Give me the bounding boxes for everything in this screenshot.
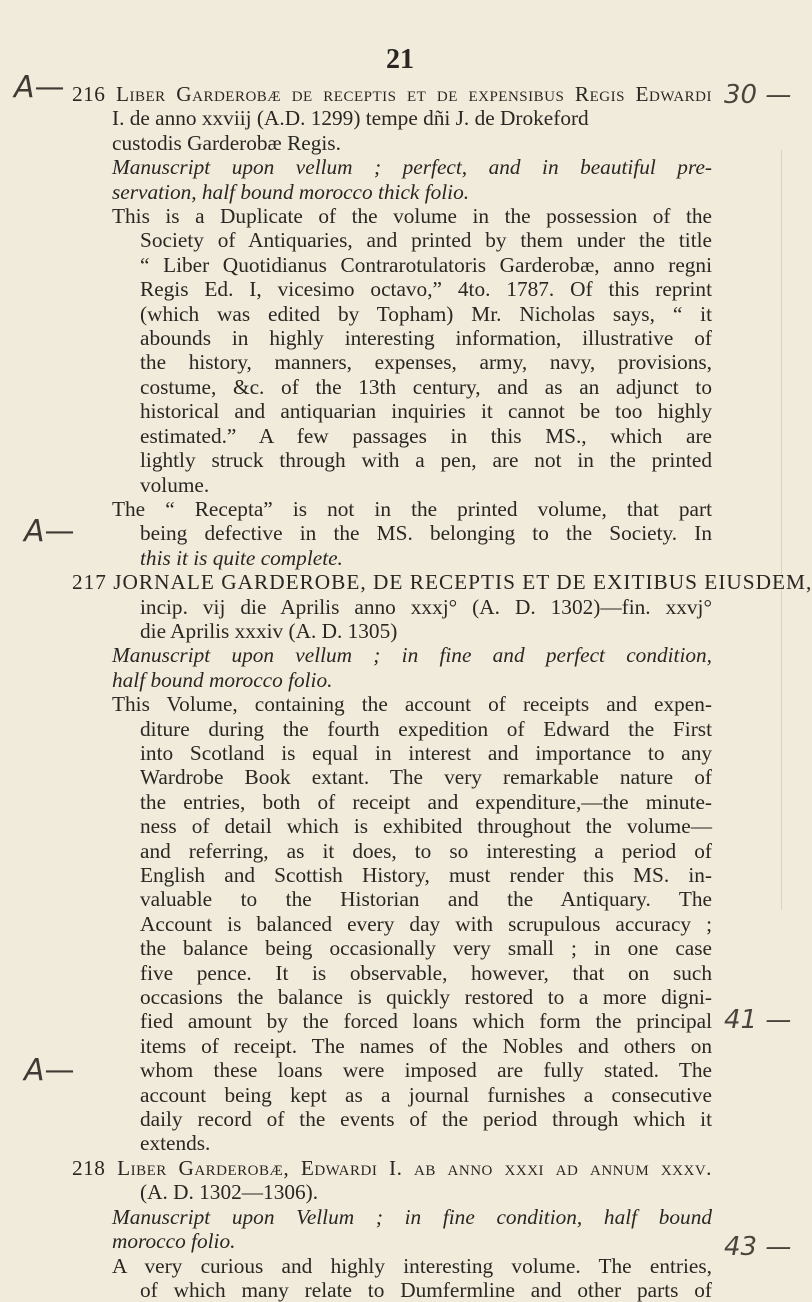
margin-price-218: 43 — xyxy=(724,1232,792,1262)
text-line: Wardrobe Book extant. The very remarkable nature of xyxy=(140,765,712,790)
text-line: valuable to the Historian and the Antiquary. The xyxy=(140,887,712,912)
text-line: lightly struck through with a pen, are not in the printed xyxy=(140,448,712,473)
text-line: abounds in highly interesting information, illustrative of xyxy=(140,326,712,351)
lot-218 xyxy=(72,1156,712,1302)
text-line: die Aprilis xxxiv (A. D. 1305) xyxy=(140,618,398,643)
margin-mark-a-216: A— xyxy=(14,70,65,105)
text-line: the balance being occasionally very small ; in one case xyxy=(140,936,712,961)
text-line: account being kept as a journal furnishes a consecutive xyxy=(140,1082,712,1107)
text-line: (which was edited by Topham) Mr. Nicholas says, “ it xyxy=(140,301,712,326)
text-line: historical and antiquarian inquiries it cannot be too highly xyxy=(140,399,712,424)
page-number: 21 xyxy=(386,44,414,75)
text-line: volume. xyxy=(140,472,210,497)
margin-mark-a-217: A— xyxy=(24,514,75,549)
margin-price-217: 41 — xyxy=(724,1005,792,1035)
lot-heading: 218 Liber Garderobæ, Edwardi I. ab anno xxxi ad annum xxxv. xyxy=(72,1155,712,1180)
text-line: The “ Recepta” is not in the printed volume, that part xyxy=(112,496,712,521)
text-line: fied amount by the forced loans which form the principal xyxy=(140,1009,712,1034)
text-line: diture during the fourth expedition of Edward the First xyxy=(140,716,712,741)
text-line: the history, manners, expenses, army, navy, provisions, xyxy=(140,350,712,375)
text-line: ness of detail which is exhibited throughout the volume— xyxy=(140,814,712,839)
description-line: Manuscript upon vellum ; in fine and perfect condition, xyxy=(112,643,712,668)
text-line: items of receipt. The names of the Nobles and others on xyxy=(140,1033,712,1058)
text-line: five pence. It is observable, however, that on such xyxy=(140,960,712,985)
text-line: A very curious and highly interesting volume. The entries, xyxy=(112,1253,712,1278)
text-line: the entries, both of receipt and expenditure,—the minute- xyxy=(140,789,712,814)
text-line: (A. D. 1302—1306). xyxy=(140,1180,319,1205)
text-line: costume, &c. of the 13th century, and as an adjunct to xyxy=(140,374,712,399)
text-line: and referring, as it does, to so interesting a period of xyxy=(140,838,712,863)
text-line: incip. vij die Aprilis anno xxxj° (A. D. 1302)—fin. xxvj° xyxy=(140,594,712,619)
lot-216 xyxy=(72,82,712,570)
text-line: whom these loans were imposed are fully stated. The xyxy=(140,1058,712,1083)
text-line: being defective in the MS. belonging to the Society. In xyxy=(140,521,712,546)
binding-line: servation, half bound morocco thick folio. xyxy=(112,179,470,204)
text-line: into Scotland is equal in interest and importance to any xyxy=(140,740,712,765)
margin-mark-a-218: A— xyxy=(24,1053,75,1088)
gutter-shadow xyxy=(781,150,782,910)
text-line: This is a Duplicate of the volume in the possession of the xyxy=(112,204,712,229)
text-line: extends. xyxy=(140,1131,211,1156)
text-line: daily record of the events of the period through which it xyxy=(140,1107,712,1132)
text-line: custodis Garderobæ Regis. xyxy=(112,130,341,155)
text-line: of which many relate to Dumfermline and other parts of xyxy=(140,1277,712,1302)
margin-price-216: 30 — xyxy=(724,80,792,110)
text-line: I. de anno xxviij (A.D. 1299) tempe dñi J. de Drokeford xyxy=(112,106,589,131)
lot-heading: 216 Liber Garderobæ de receptis et de expensibus Regis Edwardi xyxy=(72,82,712,106)
text-line: “ Liber Quotidianus Contrarotulatoris Garderobæ, anno regni xyxy=(140,252,712,277)
text-line: this it is quite complete. xyxy=(140,545,343,570)
text-line: Account is balanced every day with scrupulous accuracy ; xyxy=(140,911,712,936)
description-line: Manuscript upon Vellum ; in fine condition, half bound xyxy=(112,1204,712,1229)
text-line: Regis Ed. I, vicesimo octavo,” 4to. 1787. Of this reprint xyxy=(140,277,712,302)
text-line: Society of Antiquaries, and printed by them under the title xyxy=(140,228,712,253)
description-line: Manuscript upon vellum ; perfect, and in beautiful pre- xyxy=(112,155,712,180)
binding-line: morocco folio. xyxy=(112,1229,236,1254)
binding-line: half bound morocco folio. xyxy=(112,667,333,692)
text-line: estimated.” A few passages in this MS., which are xyxy=(140,423,712,448)
text-line: English and Scottish History, must render this MS. in- xyxy=(140,863,712,887)
lot-heading: 217 JORNALE GARDEROBE, DE RECEPTIS ET DE EXITIBUS EIUSDEM, xyxy=(72,570,812,595)
text-line: occasions the balance is quickly restored to a more digni- xyxy=(140,985,712,1010)
text-line: This Volume, containing the account of receipts and expen- xyxy=(112,692,712,717)
